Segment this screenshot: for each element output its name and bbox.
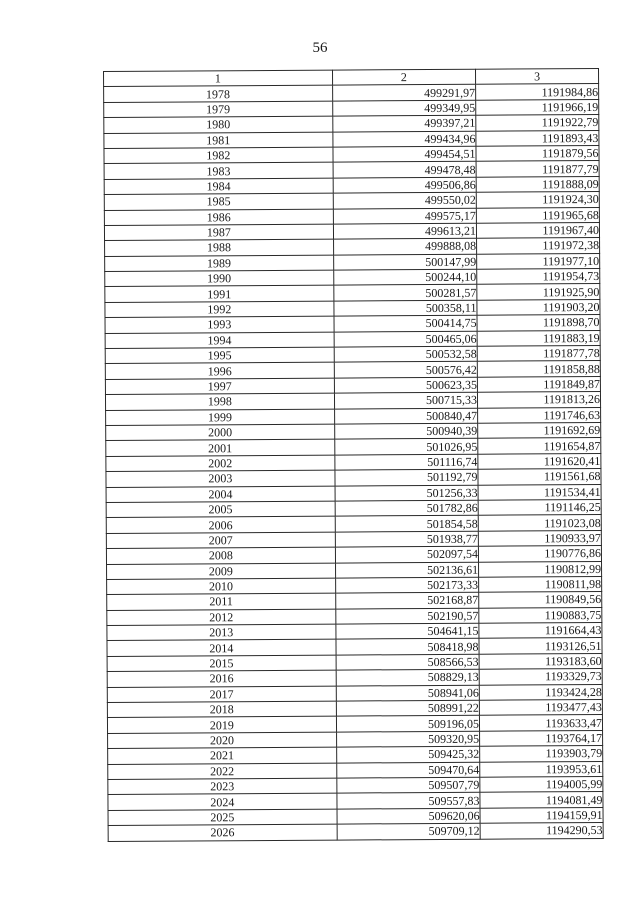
x-coordinate-cell: 509507,79 (337, 777, 480, 793)
y-coordinate-cell: 1191692,69 (478, 422, 601, 438)
row-number-cell: 1984 (104, 178, 333, 195)
row-number-cell: 2006 (106, 516, 335, 533)
y-coordinate-cell: 1191879,56 (476, 145, 599, 161)
row-number-cell: 1991 (105, 286, 334, 303)
row-number-cell: 2004 (106, 486, 335, 503)
y-coordinate-cell: 1191023,08 (478, 515, 601, 531)
y-coordinate-cell: 1194290,53 (480, 823, 603, 839)
y-coordinate-cell: 1193126,51 (479, 638, 602, 654)
y-coordinate-cell: 1191922,79 (476, 115, 599, 131)
y-coordinate-cell: 1194005,99 (480, 776, 603, 792)
x-coordinate-cell: 502168,87 (335, 592, 478, 608)
row-number-cell: 1997 (105, 378, 334, 395)
y-coordinate-cell: 1190811,98 (479, 576, 602, 592)
table-body (104, 84, 604, 841)
y-coordinate-cell: 1190776,86 (478, 546, 601, 562)
row-number-cell: 1983 (104, 162, 333, 179)
row-number-cell: 2021 (108, 747, 337, 764)
x-coordinate-cell: 499575,17 (333, 208, 476, 224)
y-coordinate-cell: 1191965,68 (476, 207, 599, 223)
x-coordinate-cell: 500414,75 (334, 315, 477, 331)
row-number-cell: 2002 (106, 455, 335, 472)
y-coordinate-cell: 1191534,41 (478, 484, 601, 500)
row-number-cell: 2005 (106, 501, 335, 518)
row-number-cell: 2007 (106, 532, 335, 549)
y-coordinate-cell: 1193424,28 (479, 684, 602, 700)
x-coordinate-cell: 509196,05 (336, 716, 479, 732)
row-number-cell: 1999 (106, 409, 335, 426)
row-number-cell: 2008 (106, 547, 335, 564)
y-coordinate-cell: 1193477,43 (479, 699, 602, 715)
row-number-cell: 1990 (105, 270, 334, 287)
y-coordinate-cell: 1191654,87 (478, 438, 601, 454)
y-coordinate-cell: 1194081,49 (480, 792, 603, 808)
y-coordinate-cell: 1191972,38 (477, 238, 600, 254)
table-row (108, 823, 603, 841)
row-number-cell: 2014 (107, 640, 336, 657)
y-coordinate-cell: 1191924,30 (476, 192, 599, 208)
x-coordinate-cell: 500623,35 (334, 377, 477, 393)
x-coordinate-cell: 500532,58 (334, 346, 477, 362)
coordinates-table (103, 68, 604, 842)
row-number-cell: 2016 (107, 670, 336, 687)
y-coordinate-cell: 1190933,97 (478, 530, 601, 546)
row-number-cell: 2009 (107, 563, 336, 580)
x-coordinate-cell: 500244,10 (333, 269, 476, 285)
y-coordinate-cell: 1191849,87 (477, 376, 600, 392)
y-coordinate-cell: 1191813,26 (477, 392, 600, 408)
y-coordinate-cell: 1191977,10 (477, 253, 600, 269)
x-coordinate-cell: 508829,13 (336, 669, 479, 685)
row-number-cell: 2022 (108, 763, 337, 780)
y-coordinate-cell: 1191925,90 (477, 284, 600, 300)
row-number-cell: 1998 (105, 393, 334, 410)
row-number-cell: 1993 (105, 316, 334, 333)
y-coordinate-cell: 1190849,56 (479, 592, 602, 608)
y-coordinate-cell: 1194159,91 (480, 807, 603, 823)
row-number-cell: 2017 (107, 686, 336, 703)
x-coordinate-cell: 509620,06 (337, 808, 480, 824)
x-coordinate-cell: 501854,58 (335, 516, 478, 532)
y-coordinate-cell: 1191903,20 (477, 299, 600, 315)
row-number-cell: 1986 (104, 209, 333, 226)
x-coordinate-cell: 501938,77 (335, 531, 478, 547)
x-coordinate-cell: 504641,15 (336, 623, 479, 639)
row-number-cell: 1992 (105, 301, 334, 318)
y-coordinate-cell: 1191967,40 (476, 222, 599, 238)
page-number: 56 (312, 40, 328, 56)
y-coordinate-cell: 1191898,70 (477, 315, 600, 331)
x-coordinate-cell: 500576,42 (334, 362, 477, 378)
row-number-cell: 2011 (107, 593, 336, 610)
y-coordinate-cell: 1191746,63 (478, 407, 601, 423)
y-coordinate-cell: 1191858,88 (477, 361, 600, 377)
row-number-cell: 2018 (107, 701, 336, 718)
x-coordinate-cell: 499478,48 (333, 162, 476, 178)
x-coordinate-cell: 499434,96 (333, 131, 476, 147)
row-number-cell: 2015 (107, 655, 336, 672)
row-number-cell: 1996 (105, 363, 334, 380)
x-coordinate-cell: 499613,21 (333, 223, 476, 239)
x-coordinate-cell: 500147,99 (333, 254, 476, 270)
column-header-2: 2 (332, 69, 475, 85)
x-coordinate-cell: 501192,79 (335, 469, 478, 485)
row-number-cell: 1994 (105, 332, 334, 349)
row-number-cell: 2023 (108, 778, 337, 795)
x-coordinate-cell: 508566,53 (336, 654, 479, 670)
x-coordinate-cell: 502136,61 (335, 562, 478, 578)
x-coordinate-cell: 501256,33 (335, 485, 478, 501)
y-coordinate-cell: 1193953,61 (480, 761, 603, 777)
x-coordinate-cell: 499291,97 (332, 85, 475, 101)
x-coordinate-cell: 508941,06 (336, 685, 479, 701)
row-number-cell: 2003 (106, 470, 335, 487)
row-number-cell: 2020 (108, 732, 337, 749)
y-coordinate-cell: 1191954,73 (477, 269, 600, 285)
x-coordinate-cell: 500281,57 (334, 285, 477, 301)
y-coordinate-cell: 1190812,99 (479, 561, 602, 577)
x-coordinate-cell: 509320,95 (336, 731, 479, 747)
x-coordinate-cell: 499550,02 (333, 192, 476, 208)
y-coordinate-cell: 1191893,43 (476, 130, 599, 146)
row-number-cell: 1981 (104, 132, 333, 149)
y-coordinate-cell: 1193764,17 (480, 730, 603, 746)
x-coordinate-cell: 502097,54 (335, 546, 478, 562)
x-coordinate-cell: 501782,86 (335, 500, 478, 516)
y-coordinate-cell: 1191984,86 (476, 84, 599, 100)
x-coordinate-cell: 499506,86 (333, 177, 476, 193)
y-coordinate-cell: 1193903,79 (480, 746, 603, 762)
x-coordinate-cell: 499349,95 (332, 100, 475, 116)
x-coordinate-cell: 500358,11 (334, 300, 477, 316)
y-coordinate-cell: 1190883,75 (479, 607, 602, 623)
row-number-cell: 1988 (105, 239, 334, 256)
x-coordinate-cell: 501026,95 (334, 439, 477, 455)
x-coordinate-cell: 502190,57 (335, 608, 478, 624)
row-number-cell: 1979 (104, 101, 333, 118)
x-coordinate-cell: 509557,83 (337, 793, 480, 809)
row-number-cell: 1987 (104, 224, 333, 241)
row-number-cell: 2001 (106, 439, 335, 456)
y-coordinate-cell: 1191561,68 (478, 469, 601, 485)
row-number-cell: 1989 (105, 255, 334, 272)
row-number-cell: 1978 (104, 85, 333, 102)
x-coordinate-cell: 509470,64 (336, 762, 479, 778)
row-number-cell: 2019 (107, 716, 336, 733)
x-coordinate-cell: 500465,06 (334, 331, 477, 347)
x-coordinate-cell: 499888,08 (333, 239, 476, 255)
row-number-cell: 2013 (107, 624, 336, 641)
y-coordinate-cell: 1191664,43 (479, 623, 602, 639)
x-coordinate-cell: 509709,12 (337, 823, 480, 839)
y-coordinate-cell: 1191877,79 (476, 161, 599, 177)
y-coordinate-cell: 1191620,41 (478, 453, 601, 469)
x-coordinate-cell: 509425,32 (336, 746, 479, 762)
y-coordinate-cell: 1193633,47 (479, 715, 602, 731)
y-coordinate-cell: 1191883,19 (477, 330, 600, 346)
y-coordinate-cell: 1191888,09 (476, 176, 599, 192)
column-header-3: 3 (475, 68, 598, 84)
row-number-cell: 1995 (105, 347, 334, 364)
y-coordinate-cell: 1193183,60 (479, 653, 602, 669)
y-coordinate-cell: 1191966,19 (476, 99, 599, 115)
x-coordinate-cell: 501116,74 (335, 454, 478, 470)
row-number-cell: 2010 (107, 578, 336, 595)
y-coordinate-cell: 1191146,25 (478, 499, 601, 515)
row-number-cell: 1980 (104, 116, 333, 133)
y-coordinate-cell: 1193329,73 (479, 669, 602, 685)
x-coordinate-cell: 500840,47 (334, 408, 477, 424)
row-number-cell: 2025 (108, 809, 337, 826)
x-coordinate-cell: 500940,39 (334, 423, 477, 439)
x-coordinate-cell: 499454,51 (333, 146, 476, 162)
x-coordinate-cell: 500715,33 (334, 392, 477, 408)
x-coordinate-cell: 508991,22 (336, 700, 479, 716)
row-number-cell: 2026 (108, 824, 337, 841)
y-coordinate-cell: 1191877,78 (477, 345, 600, 361)
row-number-cell: 2024 (108, 793, 337, 810)
row-number-cell: 2000 (106, 424, 335, 441)
row-number-cell: 2012 (107, 609, 336, 626)
x-coordinate-cell: 508418,98 (336, 639, 479, 655)
column-header-1: 1 (104, 70, 333, 87)
x-coordinate-cell: 499397,21 (332, 115, 475, 131)
row-number-cell: 1982 (104, 147, 333, 164)
row-number-cell: 1985 (104, 193, 333, 210)
x-coordinate-cell: 502173,33 (335, 577, 478, 593)
